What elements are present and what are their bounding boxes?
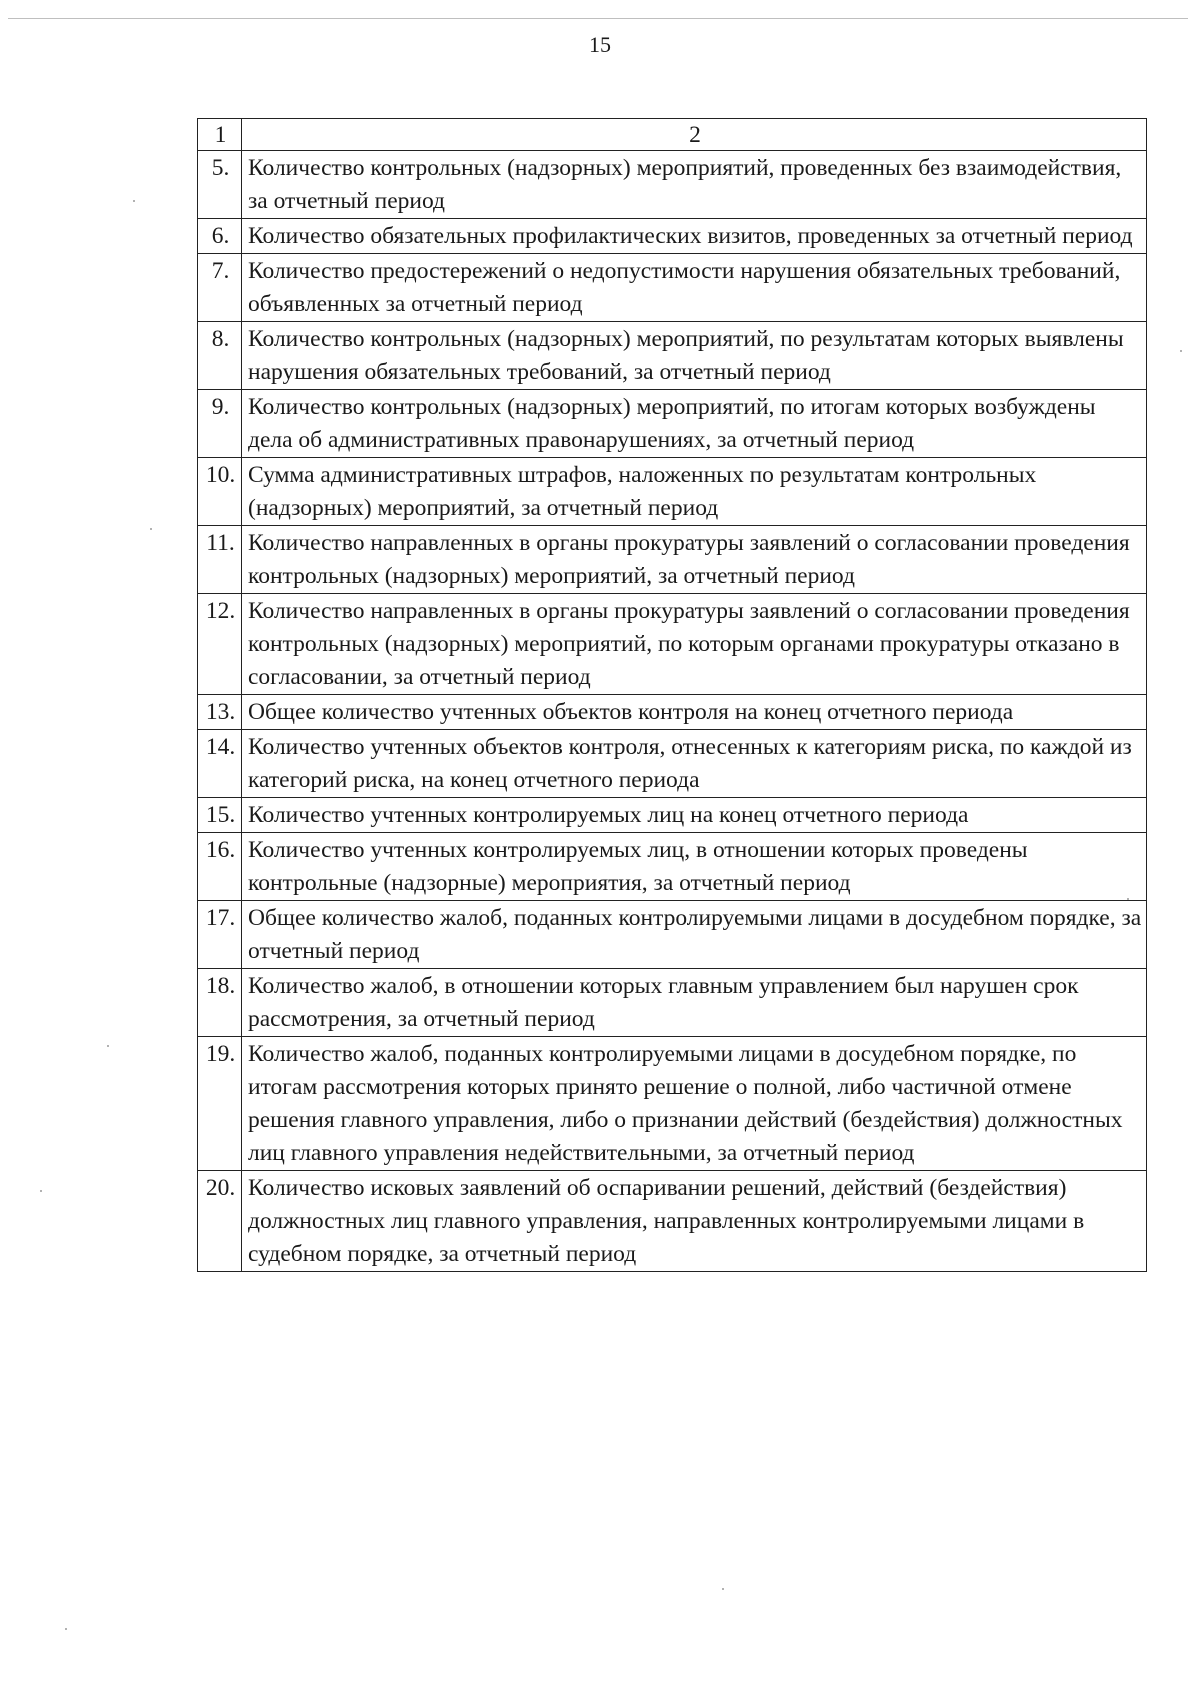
table-row: [198, 833, 1147, 901]
page-number: 15: [589, 32, 611, 57]
column-header-text: 2: [242, 119, 1147, 151]
column-header-number: 1: [198, 119, 242, 151]
scan-speck: [107, 1045, 109, 1047]
row-indicator-text: Общее количество жалоб, поданных контролируемыми лицами в досудебном порядке, за отчетный период: [242, 901, 1147, 969]
scan-speck: [722, 1588, 724, 1590]
row-indicator-text: Количество направленных в органы прокуратуры заявлений о согласовании проведения контрольных (надзорных) мероприятий, по которым органами прокуратуры отказано в согласовании, за отчетный период: [242, 594, 1147, 695]
row-indicator-text: Количество обязательных профилактических визитов, проведенных за отчетный период: [242, 219, 1147, 254]
row-number: 19.: [198, 1037, 242, 1171]
row-indicator-text: Количество контрольных (надзорных) мероприятий, по результатам которых выявлены нарушения обязательных требований, за отчетный период: [242, 322, 1147, 390]
table-row: [198, 390, 1147, 458]
table-row: [198, 151, 1147, 219]
row-indicator-text: Количество направленных в органы прокуратуры заявлений о согласовании проведения контрольных (надзорных) мероприятий, за отчетный период: [242, 526, 1147, 594]
row-indicator-text: Количество жалоб, в отношении которых главным управлением был нарушен срок рассмотрения, за отчетный период: [242, 969, 1147, 1037]
row-number: 15.: [198, 798, 242, 833]
row-indicator-text: Количество учтенных контролируемых лиц, в отношении которых проведены контрольные (надзорные) мероприятия, за отчетный период: [242, 833, 1147, 901]
indicators-table: [197, 118, 1147, 1272]
row-number: 8.: [198, 322, 242, 390]
table-row: [198, 901, 1147, 969]
table-row: [198, 1037, 1147, 1171]
row-number: 17.: [198, 901, 242, 969]
table-row: [198, 798, 1147, 833]
row-number: 14.: [198, 730, 242, 798]
row-number: 12.: [198, 594, 242, 695]
table-row: [198, 594, 1147, 695]
row-indicator-text: Количество исковых заявлений об оспаривании решений, действий (бездействия) должностных лиц главного управления, направленных контролируемыми лицами в судебном порядке, за отчетный период: [242, 1171, 1147, 1272]
table-row: [198, 254, 1147, 322]
table-row: [198, 969, 1147, 1037]
table-row: [198, 526, 1147, 594]
row-number: 5.: [198, 151, 242, 219]
table-row: [198, 695, 1147, 730]
row-indicator-text: Количество жалоб, поданных контролируемыми лицами в досудебном порядке, по итогам рассмотрения которых принято решение о полной, либо частичной отмене решения главного управления, либо о признании действий (бездействия) должностных лиц главного управления недействительными, за отчетный период: [242, 1037, 1147, 1171]
scan-speck: [133, 200, 135, 202]
table-header-row: [198, 119, 1147, 151]
table-row: [198, 458, 1147, 526]
indicators-table-body: [198, 119, 1147, 1272]
scan-speck: [1180, 350, 1182, 352]
row-indicator-text: Количество учтенных контролируемых лиц на конец отчетного периода: [242, 798, 1147, 833]
table-row: [198, 730, 1147, 798]
scan-speck: [40, 1190, 42, 1192]
row-number: 6.: [198, 219, 242, 254]
row-indicator-text: Количество предостережений о недопустимости нарушения обязательных требований, объявленных за отчетный период: [242, 254, 1147, 322]
row-number: 20.: [198, 1171, 242, 1272]
row-indicator-text: Количество контрольных (надзорных) мероприятий, проведенных без взаимодействия, за отчетный период: [242, 151, 1147, 219]
scan-speck: [150, 528, 152, 530]
row-number: 16.: [198, 833, 242, 901]
indicators-table-container: [197, 118, 1146, 1272]
row-indicator-text: Количество учтенных объектов контроля, отнесенных к категориям риска, по каждой из категорий риска, на конец отчетного периода: [242, 730, 1147, 798]
table-row: [198, 322, 1147, 390]
row-number: 18.: [198, 969, 242, 1037]
scan-edge-line: [8, 18, 1188, 19]
row-number: 11.: [198, 526, 242, 594]
scan-speck: [1127, 898, 1129, 900]
table-row: [198, 219, 1147, 254]
row-indicator-text: Количество контрольных (надзорных) мероприятий, по итогам которых возбуждены дела об административных правонарушениях, за отчетный период: [242, 390, 1147, 458]
row-number: 13.: [198, 695, 242, 730]
row-number: 7.: [198, 254, 242, 322]
scan-speck: [65, 1628, 67, 1630]
table-row: [198, 1171, 1147, 1272]
row-number: 10.: [198, 458, 242, 526]
row-indicator-text: Общее количество учтенных объектов контроля на конец отчетного периода: [242, 695, 1147, 730]
row-indicator-text: Сумма административных штрафов, наложенных по результатам контрольных (надзорных) мероприятий, за отчетный период: [242, 458, 1147, 526]
row-number: 9.: [198, 390, 242, 458]
